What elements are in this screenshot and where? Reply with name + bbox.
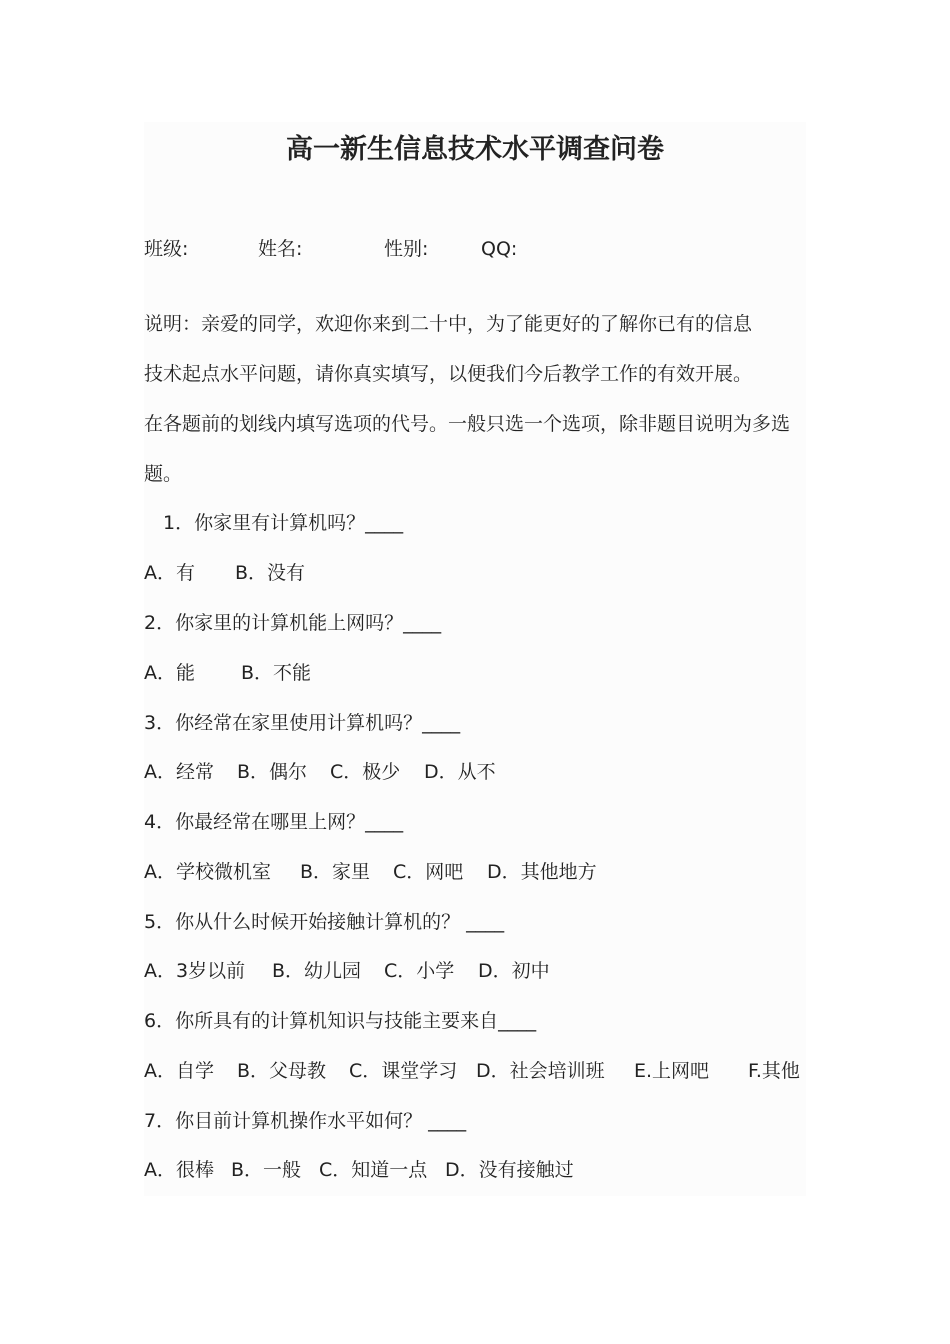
question-1: 1．你家里有计算机吗？____ bbox=[163, 512, 404, 534]
option: D．其他地方 bbox=[487, 861, 597, 883]
qq-label: QQ: bbox=[481, 238, 518, 260]
option: D．从不 bbox=[424, 761, 496, 783]
intro-line-2: 技术起点水平问题，请你真实填写，以便我们今后教学工作的有效开展。 bbox=[144, 363, 753, 385]
option: C．小学 bbox=[384, 960, 455, 982]
option: D．初中 bbox=[478, 960, 550, 982]
student-info-line bbox=[144, 234, 517, 264]
intro-line-4: 题。 bbox=[144, 463, 183, 485]
intro-line-3: 在各题前的划线内填写选项的代号。一般只选一个选项，除非题目说明为多选 bbox=[144, 413, 791, 435]
option: D．社会培训班 bbox=[476, 1060, 605, 1082]
option: C．极少 bbox=[330, 761, 401, 783]
gender-label: 性别: bbox=[384, 238, 429, 260]
question-7: 7．你目前计算机操作水平如何？ ____ bbox=[144, 1110, 467, 1132]
option: E.上网吧 bbox=[634, 1060, 710, 1082]
option: B．父母教 bbox=[237, 1060, 327, 1082]
question-4: 4．你最经常在哪里上网？____ bbox=[144, 811, 404, 833]
option: B．没有 bbox=[235, 562, 306, 584]
option: B．幼儿园 bbox=[272, 960, 362, 982]
option: C．网吧 bbox=[393, 861, 464, 883]
name-label: 姓名: bbox=[258, 238, 303, 260]
question-4-options bbox=[144, 857, 597, 887]
option: A．能 bbox=[144, 662, 195, 684]
option: F.其他 bbox=[748, 1060, 800, 1082]
option: A．学校微机室 bbox=[144, 861, 271, 883]
option: B．家里 bbox=[300, 861, 371, 883]
question-6-options bbox=[144, 1056, 800, 1086]
question-3: 3．你经常在家里使用计算机吗？____ bbox=[144, 712, 461, 734]
question-5-options bbox=[144, 956, 550, 986]
question-7-options bbox=[144, 1155, 574, 1185]
question-2: 2．你家里的计算机能上网吗？____ bbox=[144, 612, 442, 634]
option: D．没有接触过 bbox=[445, 1159, 574, 1181]
option: A．有 bbox=[144, 562, 195, 584]
option: A．很棒 bbox=[144, 1159, 214, 1181]
option: A．自学 bbox=[144, 1060, 214, 1082]
question-6: 6．你所具有的计算机知识与技能主要来自____ bbox=[144, 1010, 537, 1032]
question-1-options bbox=[144, 558, 305, 588]
intro-line-1: 说明：亲爱的同学，欢迎你来到二十中，为了能更好的了解你已有的信息 bbox=[144, 313, 753, 335]
option: B．偶尔 bbox=[237, 761, 308, 783]
option: C．知道一点 bbox=[319, 1159, 428, 1181]
question-3-options bbox=[144, 757, 496, 787]
document-title: 高一新生信息技术水平调查问卷 bbox=[286, 134, 664, 165]
option: C．课堂学习 bbox=[349, 1060, 458, 1082]
question-2-options bbox=[144, 658, 311, 688]
option: B．不能 bbox=[241, 662, 312, 684]
option: B．一般 bbox=[231, 1159, 302, 1181]
option: A．3岁以前 bbox=[144, 960, 246, 982]
class-label: 班级: bbox=[144, 238, 189, 260]
option: A．经常 bbox=[144, 761, 214, 783]
question-5: 5．你从什么时候开始接触计算机的？ ____ bbox=[144, 911, 505, 933]
